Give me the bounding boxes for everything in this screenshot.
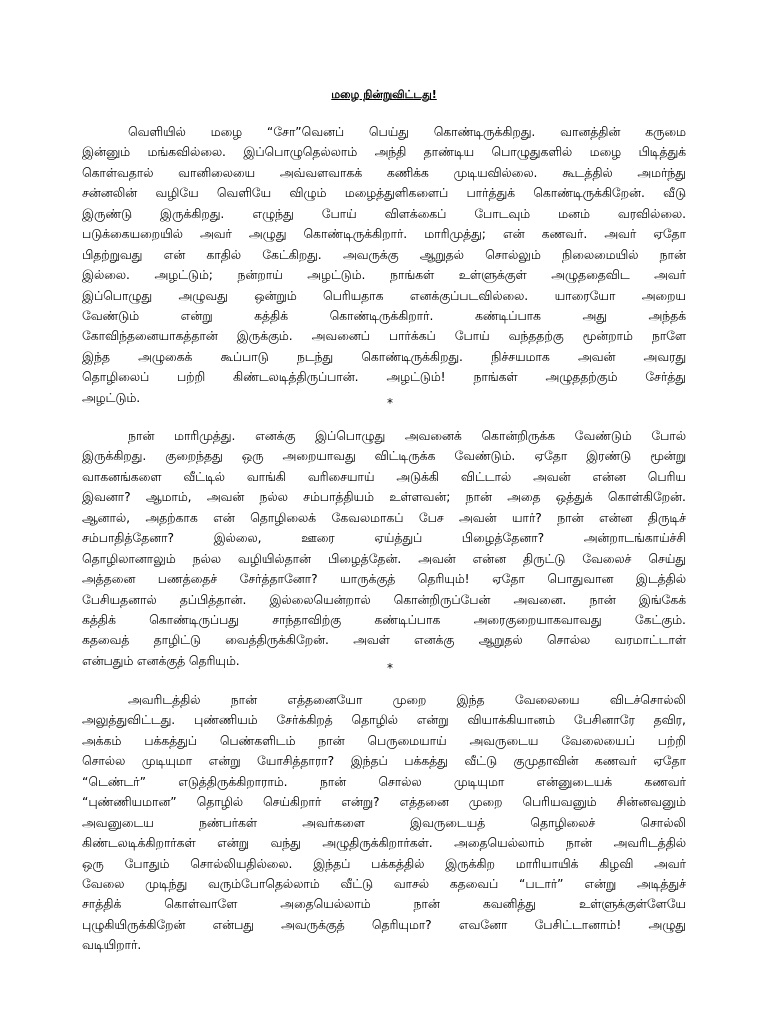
text-line: ஒரு போதும் சொல்லியதில்லை. இந்தப் பக்கத்தில் இருக்கிற மாரியாயிக் கிழவி அவர் bbox=[82, 856, 686, 871]
text-line: இப்பொழுது அழுவது ஒன்றும் பெரியதாக எனக்குப்படவில்லை. யாரையோ அறைய bbox=[82, 288, 686, 303]
text-line: இருக்கிறது. குறைந்தது ஒரு அறையாவது விட்டிருக்க வேண்டும். ஏதோ இரண்டு மூன்று bbox=[82, 449, 686, 464]
text-line: இன்னும் மங்கவில்லை. இப்பொழுதெல்லாம் அந்தி தாண்டிய பொழுதுகளில் மழை பிடித்துக் bbox=[82, 145, 686, 160]
text-line: தொழிலானாலும் நல்ல வழியில்தான் பிழைத்தேன். அவன் என்ன திருட்டு வேலைச் செய்து bbox=[82, 551, 686, 566]
text-line: சன்னலின் வழியே வெளியே விழும் மழைத்துளிகளைப் பார்த்துக் கொண்டிருக்கிறேன். வீடு bbox=[82, 186, 686, 201]
text-line: இல்லை. அழட்டும்; நன்றாய் அழட்டும். நாங்கள் உள்ளுக்குள் அழுததைவிட அவர் bbox=[82, 268, 686, 283]
section-separator-2: * bbox=[387, 661, 393, 675]
text-line: கத்திக் கொண்டிருப்பது சாந்தாவிற்கு கண்டிப்பாக அரைகுறையாகவாவது கேட்கும். bbox=[82, 612, 686, 627]
text-line: என்பதும் எனக்குத் தெரியும். bbox=[82, 653, 240, 668]
paragraph-2 bbox=[82, 426, 686, 671]
text-line: ஆனால், அதற்காக என் தொழிலைக் கேவலமாகப் பேச அவன் யார்? நான் என்ன திருடிச் bbox=[82, 510, 686, 525]
text-line: வாகனங்களை வீட்டில் வாங்கி வரிசையாய் அடுக்கி விட்டால் அவன் என்ன பெரிய bbox=[82, 469, 686, 484]
text-line: இவனா? ஆமாம், அவன் நல்ல சம்பாத்தியம் உள்ளவன்; நான் அதை ஒத்துக் கொள்கிறேன். bbox=[82, 490, 686, 505]
text-line: இருண்டு இருக்கிறது. எழுந்து போய் விளக்கைப் போடவும் மனம் வரவில்லை. bbox=[82, 206, 686, 221]
paragraph-1 bbox=[82, 122, 686, 408]
text-line: கதவைத் தாழிட்டு வைத்திருக்கிறேன். அவள் எனக்கு ஆறுதல் சொல்ல வரமாட்டாள் bbox=[82, 633, 686, 648]
text-line: புழுகியிருக்கிறேன் என்பது அவருக்குத் தெரியுமா? எவனோ பேசிட்டானாம்! அழுது bbox=[82, 917, 686, 932]
text-line: அலுத்துவிட்டது. புண்ணியம் சேர்க்கிறத் தொழில் என்று வியாக்கியானம் பேசினாரே தவிர, bbox=[82, 713, 686, 728]
text-line: அவரிடத்தில் நான் எத்தனையோ முறை இந்த வேலையை விடச்சொல்லி bbox=[128, 693, 686, 707]
text-line: அத்தனை பணத்தைச் சேர்த்தானோ? யாருக்குத் தெரியும்! ஏதோ பொதுவான இடத்தில் bbox=[82, 572, 686, 587]
text-line: வடியிறார். bbox=[82, 938, 142, 953]
text-line: “டெண்டர்” எடுத்திருக்கிறாராம். நான் சொல்ல முடியுமா என்னுடையக் கணவர் bbox=[82, 774, 686, 789]
text-line: கிண்டலடிக்கிறார்கள் என்று வந்து அழுதிருக்கிறார்கள். அதையெல்லாம் நான் அவரிடத்தில் bbox=[82, 836, 686, 851]
text-line: சொல்ல முடியுமா என்று யோசித்தாரா? இந்தப் பக்கத்து வீட்டு குமுதாவின் கணவர் ஏதோ bbox=[82, 754, 686, 769]
text-line: அவனுடைய நண்பர்கள் அவர்களை இவருடையத் தொழிலைச் சொல்லி bbox=[82, 815, 686, 830]
text-line: அக்கம் பக்கத்துப் பெண்களிடம் நான் பெருமையாய் அவருடைய வேலையைப் பற்றி bbox=[82, 733, 686, 748]
text-line: சாத்திக் கொள்வாளே அதையெல்லாம் நான் கவனித்து உள்ளுக்குள்ளேயே bbox=[82, 897, 686, 912]
text-line: இந்த அழுகைக் கூப்பாடு நடந்து கொண்டிருக்கிறது. நிச்சயமாக அவன் அவரது bbox=[82, 349, 686, 364]
text-line: சம்பாதித்தேனா? இல்லை, ஊரை ஏய்த்துப் பிழைத்தேனா? அன்றாடங்காய்ச்சி bbox=[82, 531, 686, 546]
text-line: கொள்வதால் வானிலையை அவ்வளவாகக் கணிக்க முடியவில்லை. கூடத்தில் அமர்ந்து bbox=[82, 165, 686, 180]
text-line: கோவிந்தனையாகத்தான் இருக்கும். அவனைப் பார்க்கப் போய் வந்ததற்கு மூன்றாம் நாளே bbox=[82, 329, 686, 344]
text-line: நான் மாரிமுத்து. எனக்கு இப்பொழுது அவனைக் கொன்றிருக்க வேண்டும் போல் bbox=[128, 429, 686, 443]
paragraph-3 bbox=[82, 690, 686, 956]
text-line: வெளியில் மழை “சோ”வெனப் பெய்து கொண்டிருக்கிறது. வானத்தின் கருமை bbox=[128, 125, 686, 139]
text-line: படுக்கையறையில் அவர் அழுது கொண்டிருக்கிறார். மாரிமுத்து; என் கணவர். அவர் ஏதோ bbox=[82, 227, 686, 242]
text-line: தொழிலைப் பற்றி கிண்டலடித்திருப்பான். அழட்டும்! நாங்கள் அழுததற்கும் சேர்த்து bbox=[82, 370, 686, 385]
text-line: “புண்ணியமான” தொழில் செய்கிறார் என்று? எத்தனை முறை பெரியவனும் சின்னவனும் bbox=[82, 795, 686, 810]
text-line: அழட்டும். bbox=[82, 390, 141, 405]
section-separator-1: * bbox=[387, 396, 393, 410]
text-line: பேசியதனால் தப்பித்தான். இல்லையென்றால் கொன்றிருப்பேன் அவனை. நான் இங்கேக் bbox=[82, 592, 686, 607]
text-line: வேலை முடிந்து வரும்போதெல்லாம் வீட்டு வாசல் கதவைப் “படார்” என்று அடித்துச் bbox=[82, 876, 686, 891]
text-line: பிதற்றுவது என் காதில் கேட்கிறது. அவருக்கு ஆறுதல் சொல்லும் நிலைமையில் நான் bbox=[82, 247, 686, 262]
text-line: வேண்டும் என்று கத்திக் கொண்டிருக்கிறார். கண்டிப்பாக அது அந்தக் bbox=[82, 308, 686, 323]
document-title: மழை நின்றுவிட்டது! bbox=[331, 88, 437, 101]
